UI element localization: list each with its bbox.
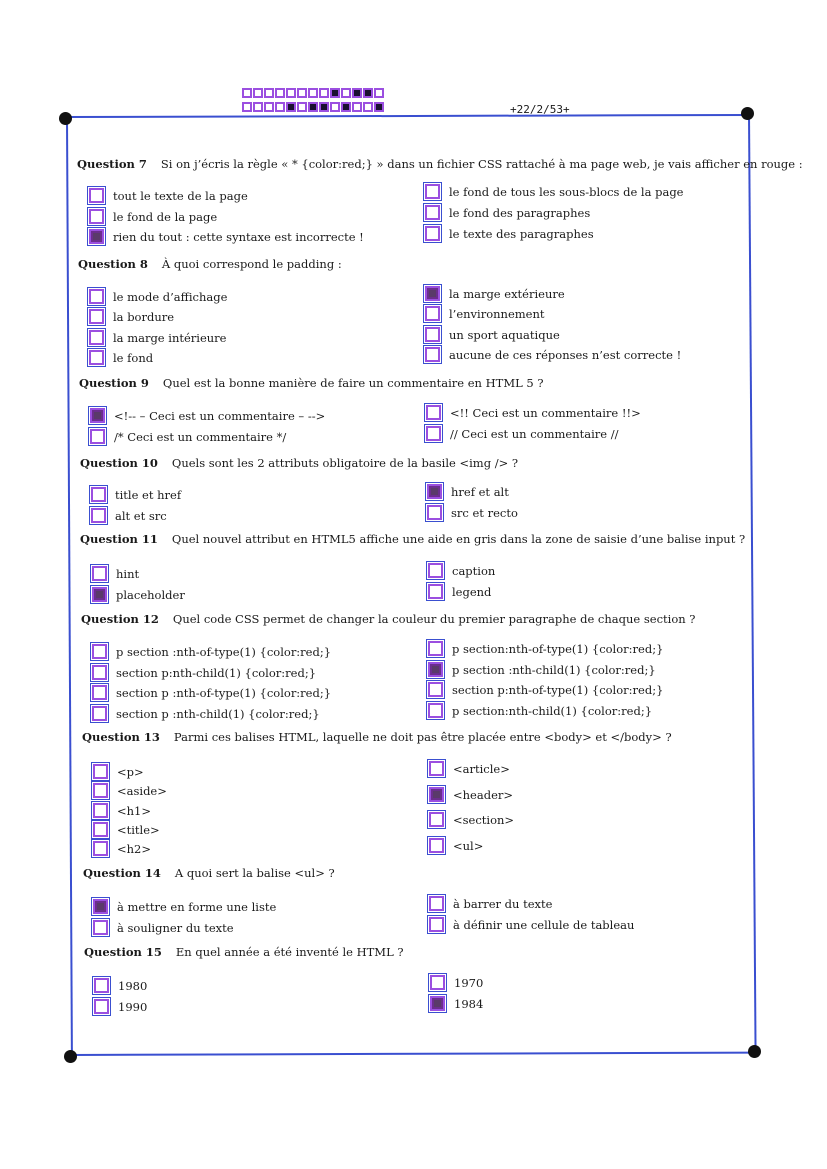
checkbox[interactable] xyxy=(429,838,444,853)
answer-label: <!-- – Ceci est un commentaire – --> xyxy=(114,408,326,423)
corner-marker-bottom-left xyxy=(64,1050,77,1063)
answer-label: legend xyxy=(452,584,492,599)
barcode-cell xyxy=(286,102,296,112)
answer-option[interactable] xyxy=(426,426,619,441)
answer-label: à barrer du texte xyxy=(453,896,553,911)
question-number: Question 10 xyxy=(80,456,158,470)
answer-option[interactable] xyxy=(430,975,483,990)
question-text: Quels sont les 2 attributs obligatoire de la basile <img /> ? xyxy=(171,456,519,470)
barcode-cell xyxy=(319,88,329,98)
answer-label: section p :nth-of-type(1) {color:red;} xyxy=(116,685,332,700)
answer-option[interactable] xyxy=(427,505,518,520)
answer-option[interactable] xyxy=(89,330,226,345)
checked-checkbox[interactable] xyxy=(92,587,107,602)
answer-option[interactable] xyxy=(425,306,545,321)
question-number: Question 8 xyxy=(78,257,148,271)
checked-checkbox[interactable] xyxy=(89,229,104,244)
question-text: Quel nouvel attribut en HTML5 affiche une aide en gris dans la zone de saisie d’une balise input ? xyxy=(171,532,746,546)
checkbox[interactable] xyxy=(426,426,441,441)
answer-option[interactable] xyxy=(92,644,331,659)
answer-option[interactable] xyxy=(426,405,641,420)
checkbox[interactable] xyxy=(429,812,444,827)
answer-label: /* Ceci est un commentaire */ xyxy=(114,429,287,444)
answer-label: p section :nth-of-type(1) {color:red;} xyxy=(116,644,332,659)
answer-option[interactable] xyxy=(92,566,139,581)
question-number: Question 13 xyxy=(82,730,160,744)
answer-label: le fond de la page xyxy=(113,209,218,224)
barcode-cell xyxy=(297,102,307,112)
checkbox[interactable] xyxy=(428,641,443,656)
answer-option[interactable] xyxy=(425,347,681,362)
answer-label: title et href xyxy=(115,487,182,502)
question-number: Question 12 xyxy=(81,612,159,626)
frame-left-border xyxy=(66,118,72,1056)
answer-option[interactable] xyxy=(429,787,513,802)
question-number: Question 14 xyxy=(83,866,161,880)
answer-option[interactable] xyxy=(91,487,181,502)
frame-top-border xyxy=(66,114,748,118)
answer-option[interactable] xyxy=(425,184,684,199)
barcode-cell xyxy=(286,88,296,98)
barcode-cell xyxy=(319,102,329,112)
corner-marker-top-right xyxy=(741,107,754,120)
answer-option[interactable] xyxy=(92,706,320,721)
checkbox[interactable] xyxy=(428,682,443,697)
barcode-cell xyxy=(330,88,340,98)
answer-label: à mettre en forme une liste xyxy=(117,899,277,914)
barcode-cell xyxy=(341,88,351,98)
barcode-cell xyxy=(264,88,274,98)
barcode-row-1 xyxy=(242,88,384,98)
barcode-cell xyxy=(253,88,263,98)
checkbox[interactable] xyxy=(93,764,108,779)
barcode-cell xyxy=(363,88,373,98)
checked-checkbox[interactable] xyxy=(429,787,444,802)
answer-option[interactable] xyxy=(428,563,495,578)
answer-label: placeholder xyxy=(116,587,185,602)
barcode-cell xyxy=(341,102,351,112)
answer-label: caption xyxy=(452,563,496,578)
checkbox[interactable] xyxy=(425,226,440,241)
question-14-heading xyxy=(83,866,335,880)
checkbox[interactable] xyxy=(426,405,441,420)
question-10-heading xyxy=(80,456,518,470)
checkbox[interactable] xyxy=(429,917,444,932)
answer-option[interactable] xyxy=(93,803,151,818)
answer-option[interactable] xyxy=(428,641,663,656)
checkbox[interactable] xyxy=(92,706,107,721)
question-number: Question 7 xyxy=(77,157,147,171)
answer-option[interactable] xyxy=(90,408,325,423)
checked-checkbox[interactable] xyxy=(93,899,108,914)
checkbox[interactable] xyxy=(430,975,445,990)
answer-label: <ul> xyxy=(453,838,484,853)
answer-option[interactable] xyxy=(89,350,153,365)
answer-option[interactable] xyxy=(425,327,560,342)
answer-label: 1980 xyxy=(118,978,148,993)
answer-option[interactable] xyxy=(429,761,510,776)
answer-label: <!! Ceci est un commentaire !!> xyxy=(450,405,641,420)
answer-label: le fond des paragraphes xyxy=(449,205,591,220)
answer-label: <aside> xyxy=(117,783,167,798)
answer-label: src et recto xyxy=(451,505,518,520)
barcode-cell xyxy=(297,88,307,98)
answer-label: 1984 xyxy=(454,996,484,1011)
checkbox[interactable] xyxy=(89,289,104,304)
answer-label: 1990 xyxy=(118,999,148,1014)
answer-option[interactable] xyxy=(91,508,167,523)
answer-label: le fond xyxy=(113,350,154,365)
answer-label: p section:nth-of-type(1) {color:red;} xyxy=(452,641,664,656)
answer-option[interactable] xyxy=(425,205,590,220)
answer-option[interactable] xyxy=(430,996,483,1011)
checkbox[interactable] xyxy=(427,505,442,520)
answer-option[interactable] xyxy=(428,584,491,599)
checkbox[interactable] xyxy=(92,644,107,659)
answer-option[interactable] xyxy=(94,999,147,1014)
answer-option[interactable] xyxy=(92,665,316,680)
checkbox[interactable] xyxy=(428,584,443,599)
barcode-cell xyxy=(330,102,340,112)
question-text: Quel code CSS permet de changer la couleur du premier paragraphe de chaque section ? xyxy=(172,612,696,626)
answer-option[interactable] xyxy=(429,896,552,911)
answer-label: <title> xyxy=(117,822,160,837)
checkbox[interactable] xyxy=(91,487,106,502)
checkbox[interactable] xyxy=(91,508,106,523)
answer-option[interactable] xyxy=(93,920,234,935)
question-number: Question 11 xyxy=(80,532,158,546)
question-8-heading xyxy=(78,257,342,271)
answer-label: l’environnement xyxy=(449,306,545,321)
answer-option[interactable] xyxy=(425,286,565,301)
barcode-cell xyxy=(363,102,373,112)
checkbox[interactable] xyxy=(425,205,440,220)
answer-option[interactable] xyxy=(93,822,160,837)
checked-checkbox[interactable] xyxy=(428,662,443,677)
question-text: A quoi sert la balise <ul> ? xyxy=(174,866,335,880)
answer-option[interactable] xyxy=(94,978,147,993)
barcode-cell xyxy=(352,88,362,98)
answer-option[interactable] xyxy=(425,226,594,241)
frame-bottom-border xyxy=(71,1052,755,1056)
corner-marker-top-left xyxy=(59,112,72,125)
answer-label: <h2> xyxy=(117,841,151,856)
corner-marker-bottom-right xyxy=(748,1045,761,1058)
question-number: Question 15 xyxy=(84,945,162,959)
question-text: Si on j’écris la règle « * {color:red;} » dans un fichier CSS rattaché à ma page web, je vais afficher en rouge : xyxy=(160,157,803,171)
question-7-heading xyxy=(77,157,803,171)
checked-checkbox[interactable] xyxy=(427,484,442,499)
answer-label: le fond de tous les sous-blocs de la page xyxy=(449,184,684,199)
checkbox[interactable] xyxy=(93,783,108,798)
answer-option[interactable] xyxy=(427,484,509,499)
answer-label: aucune de ces réponses n’est correcte ! xyxy=(449,347,682,362)
barcode-cell xyxy=(308,102,318,112)
answer-option[interactable] xyxy=(89,229,364,244)
checked-checkbox[interactable] xyxy=(430,996,445,1011)
answer-label: à souligner du texte xyxy=(117,920,234,935)
question-text: Quel est la bonne manière de faire un commentaire en HTML 5 ? xyxy=(162,376,544,390)
answer-option[interactable] xyxy=(428,682,663,697)
answer-label: section p :nth-child(1) {color:red;} xyxy=(116,706,320,721)
checkbox[interactable] xyxy=(93,822,108,837)
checkbox[interactable] xyxy=(425,347,440,362)
barcode-row-2 xyxy=(242,102,384,112)
answer-option[interactable] xyxy=(429,812,514,827)
answer-label: le mode d’affichage xyxy=(113,289,228,304)
answer-label: href et alt xyxy=(451,484,509,499)
checkbox[interactable] xyxy=(429,761,444,776)
checkbox[interactable] xyxy=(89,209,104,224)
question-text: Parmi ces balises HTML, laquelle ne doit pas être placée entre <body> et </body> ? xyxy=(173,730,672,744)
answer-label: alt et src xyxy=(115,508,167,523)
answer-option[interactable] xyxy=(89,188,248,203)
answer-label: hint xyxy=(116,566,140,581)
checkbox[interactable] xyxy=(89,330,104,345)
checkbox[interactable] xyxy=(429,896,444,911)
answer-label: la marge intérieure xyxy=(113,330,227,345)
checkbox[interactable] xyxy=(94,978,109,993)
question-number: Question 9 xyxy=(79,376,149,390)
checkbox[interactable] xyxy=(89,309,104,324)
checkbox[interactable] xyxy=(93,920,108,935)
answer-option[interactable] xyxy=(93,783,167,798)
barcode-cell xyxy=(275,102,285,112)
barcode-cell xyxy=(352,102,362,112)
question-11-heading xyxy=(80,532,745,546)
answer-option[interactable] xyxy=(93,764,144,779)
checkbox[interactable] xyxy=(425,327,440,342)
answer-label: <article> xyxy=(453,761,510,776)
barcode-cell xyxy=(242,102,252,112)
question-13-heading xyxy=(82,730,672,744)
barcode-cell xyxy=(253,102,263,112)
checkbox[interactable] xyxy=(428,563,443,578)
checkbox[interactable] xyxy=(94,999,109,1014)
barcode-cell xyxy=(374,88,384,98)
checked-checkbox[interactable] xyxy=(425,286,440,301)
barcode-cell xyxy=(308,88,318,98)
answer-option[interactable] xyxy=(93,841,151,856)
answer-label: un sport aquatique xyxy=(449,327,560,342)
answer-label: <header> xyxy=(453,787,514,802)
barcode-cell xyxy=(242,88,252,98)
checkbox[interactable] xyxy=(425,184,440,199)
answer-label: <section> xyxy=(453,812,515,827)
checkbox[interactable] xyxy=(428,703,443,718)
barcode-cell xyxy=(275,88,285,98)
question-text: En quel année a été inventé le HTML ? xyxy=(175,945,404,959)
answer-label: p section :nth-child(1) {color:red;} xyxy=(452,662,656,677)
answer-option[interactable] xyxy=(92,685,331,700)
checkbox[interactable] xyxy=(93,803,108,818)
answer-label: section p:nth-of-type(1) {color:red;} xyxy=(452,682,664,697)
question-15-heading xyxy=(84,945,404,959)
answer-option[interactable] xyxy=(428,703,652,718)
answer-label: 1970 xyxy=(454,975,484,990)
answer-option[interactable] xyxy=(90,429,286,444)
answer-option[interactable] xyxy=(429,917,634,932)
answer-label: à définir une cellule de tableau xyxy=(453,917,635,932)
question-12-heading xyxy=(81,612,695,626)
frame-right-border xyxy=(748,114,756,1052)
answer-label: // Ceci est un commentaire // xyxy=(450,426,619,441)
answer-label: la bordure xyxy=(113,309,175,324)
answer-option[interactable] xyxy=(428,662,656,677)
barcode-cell xyxy=(374,102,384,112)
barcode-cell xyxy=(264,102,274,112)
checkbox[interactable] xyxy=(425,306,440,321)
question-text: À quoi correspond le padding : xyxy=(161,257,342,271)
checkbox[interactable] xyxy=(93,841,108,856)
checkbox[interactable] xyxy=(89,188,104,203)
answer-label: rien du tout : cette syntaxe est incorrecte ! xyxy=(113,229,364,244)
question-9-heading xyxy=(79,376,544,390)
answer-option[interactable] xyxy=(89,209,217,224)
answer-label: p section:nth-child(1) {color:red;} xyxy=(452,703,653,718)
answer-label: la marge extérieure xyxy=(449,286,565,301)
answer-option[interactable] xyxy=(429,838,483,853)
answer-option[interactable] xyxy=(89,309,174,324)
checkbox[interactable] xyxy=(90,429,105,444)
checkbox[interactable] xyxy=(92,685,107,700)
answer-label: le texte des paragraphes xyxy=(449,226,594,241)
checkbox[interactable] xyxy=(92,566,107,581)
sheet-code: +22/2/53+ xyxy=(510,103,570,116)
answer-label: tout le texte de la page xyxy=(113,188,248,203)
answer-label: section p:nth-child(1) {color:red;} xyxy=(116,665,317,680)
answer-label: <p> xyxy=(117,764,144,779)
answer-option[interactable] xyxy=(89,289,227,304)
checkbox[interactable] xyxy=(89,350,104,365)
answer-option[interactable] xyxy=(93,899,276,914)
checkbox[interactable] xyxy=(92,665,107,680)
answer-option[interactable] xyxy=(92,587,185,602)
answer-label: <h1> xyxy=(117,803,151,818)
checked-checkbox[interactable] xyxy=(90,408,105,423)
